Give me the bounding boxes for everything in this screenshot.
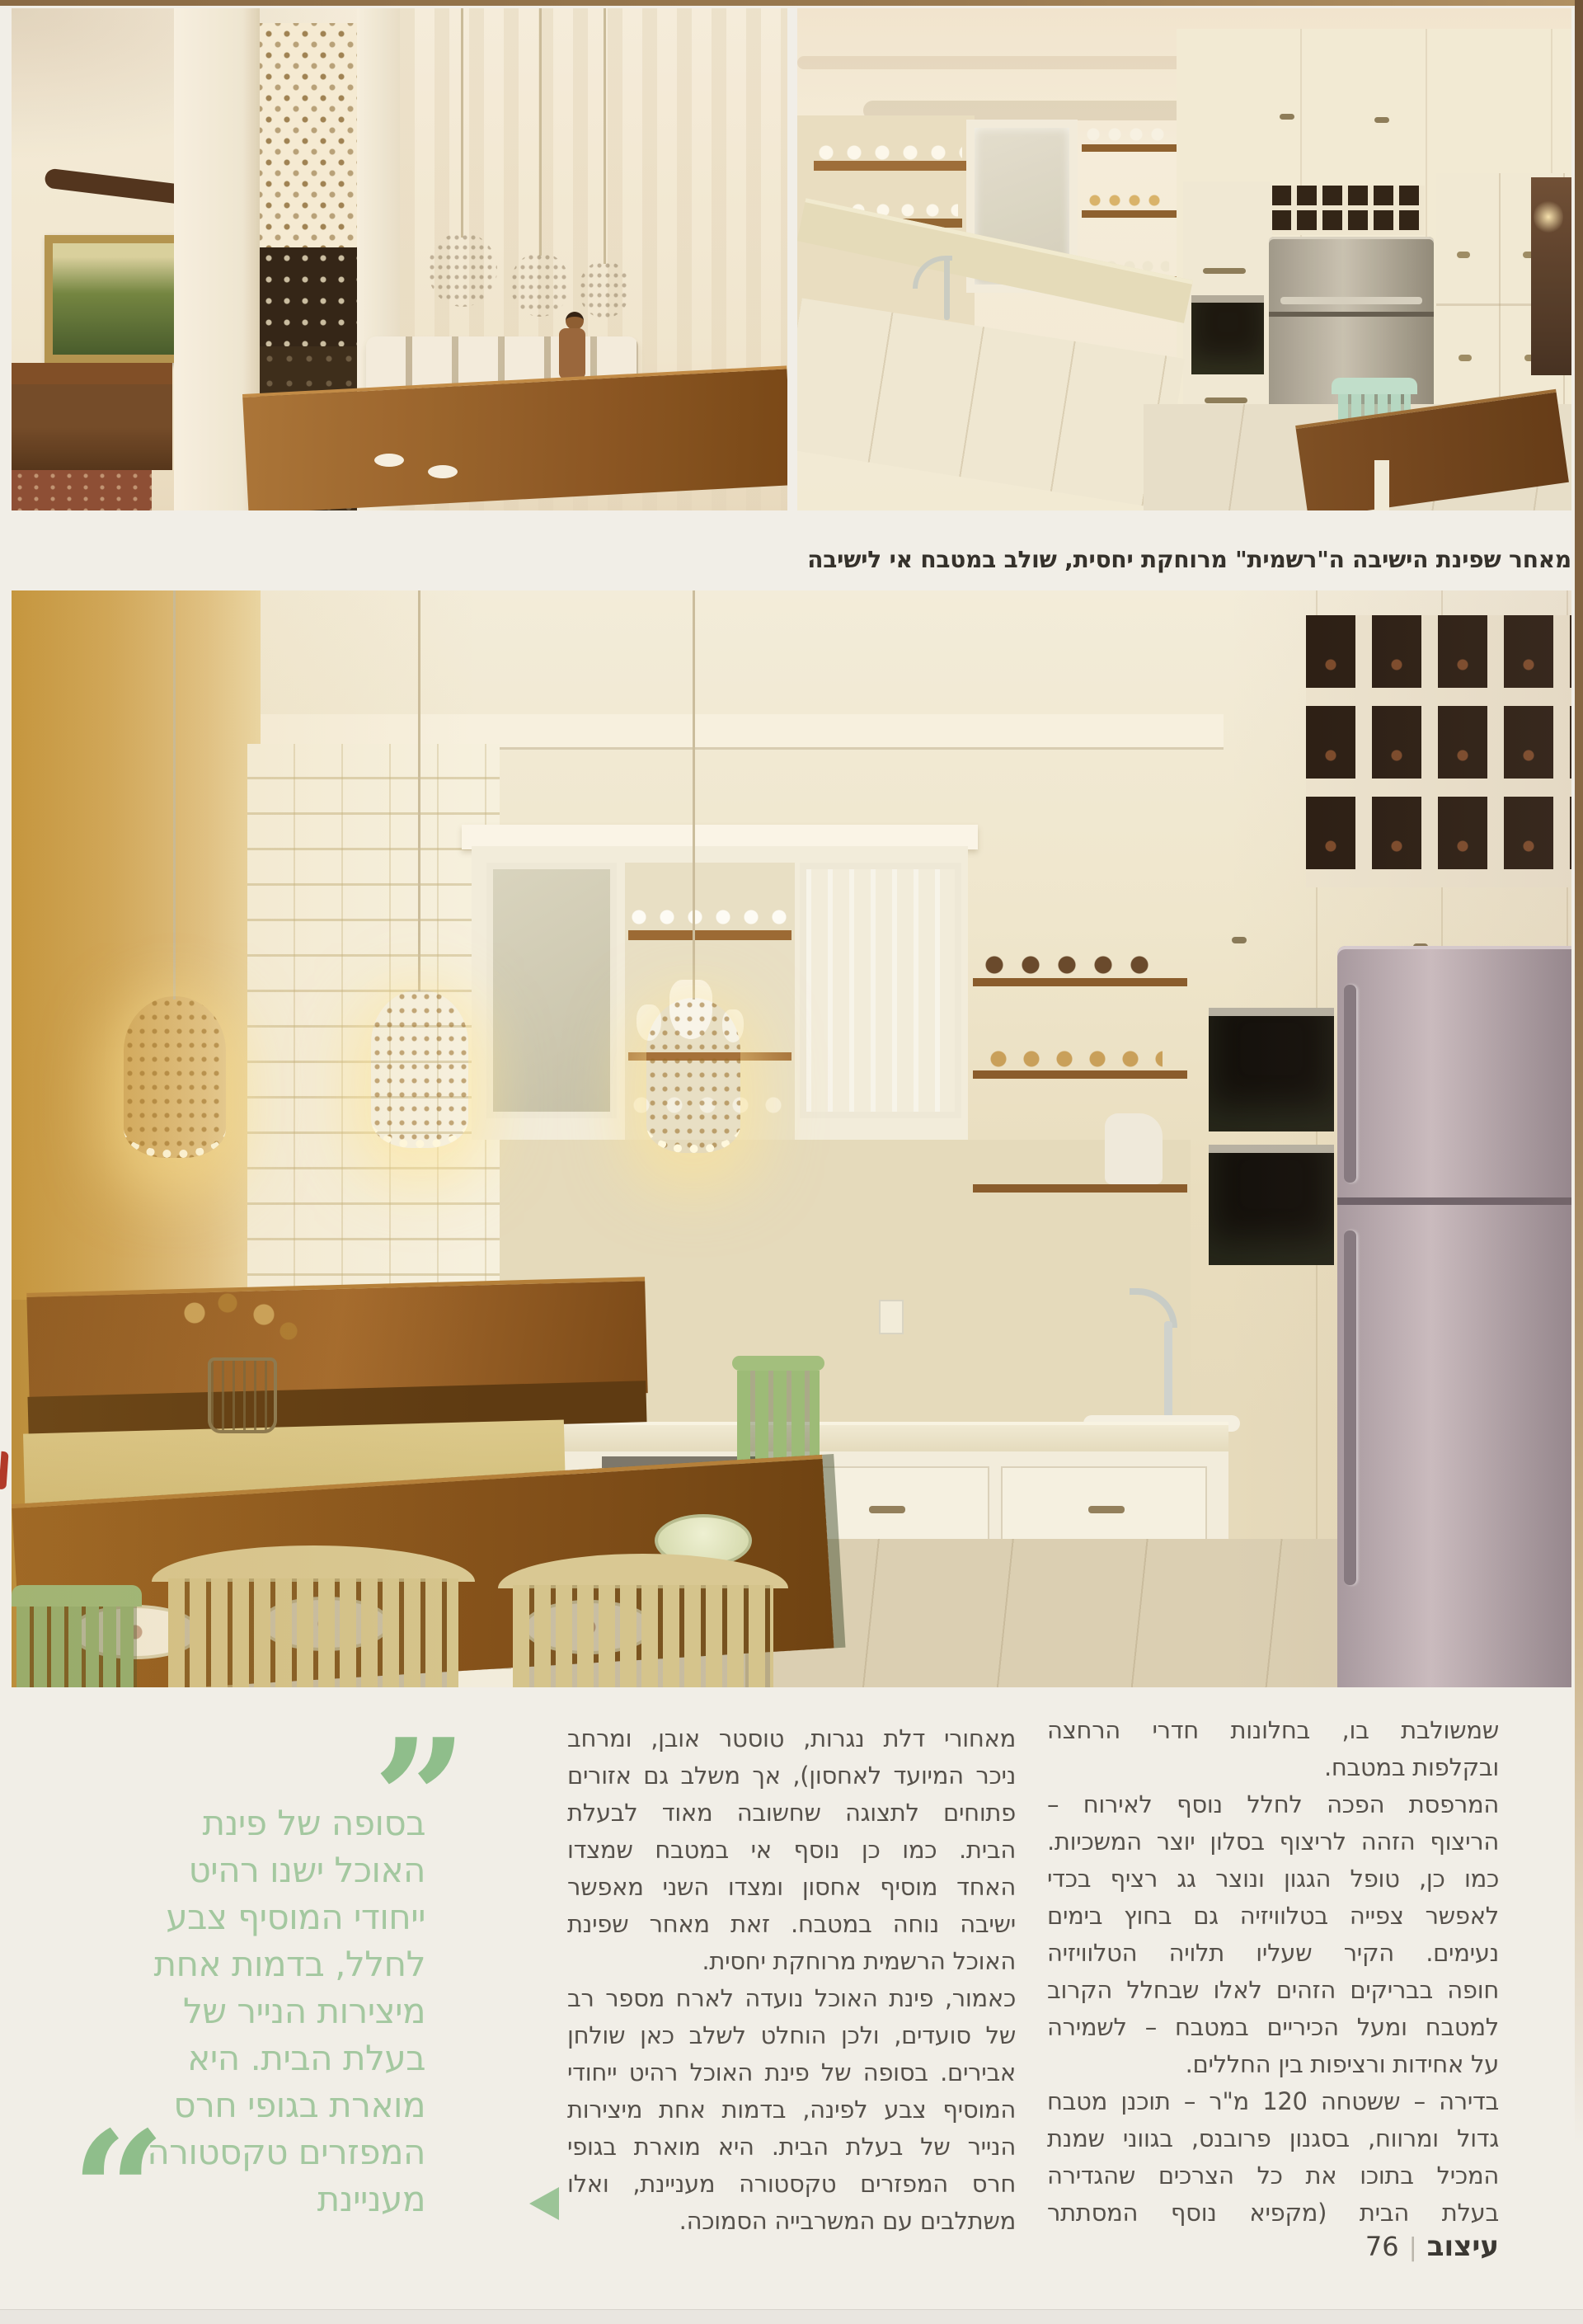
photo-warm-overlay — [12, 590, 1571, 1687]
quote-line: המפזרים טקסטורה — [147, 2132, 425, 2172]
column-line: בדירה – ששטחה 120 מ"ר – תוכנן מטבח — [1047, 2087, 1499, 2115]
quote-line: מעניינת — [317, 2179, 425, 2219]
column-line: הריצוף הזהה לריצוף בסלון יוצר המשכיות. — [1047, 1828, 1499, 1856]
article-middle-column — [567, 1720, 1016, 2240]
column-line: המרפסת הפכה לחלל נוסף לאירוח – — [1047, 1790, 1499, 1818]
column-line: פתוחים לתצוגה שחשובה מאוד לבעלת — [567, 1799, 1016, 1827]
quote-line: ייחודי המוסיף צבע — [166, 1897, 425, 1937]
quote-line: מיצירות הנייר של — [182, 1991, 425, 2031]
article-right-column — [1047, 1712, 1499, 2232]
quote-line: מוארת בגופי חרס — [173, 2085, 425, 2125]
magazine-brand: עיצוב — [1426, 2230, 1499, 2263]
quote-line: לחלל, בדמות אחת — [153, 1944, 425, 1984]
photo-kitchen-main — [12, 590, 1571, 1687]
quote-close-mark: “ — [71, 2096, 167, 2289]
column-line: הנייר של בעלת הבית. היא מוארת בגופי — [567, 2133, 1016, 2161]
page-number: 76 — [1365, 2231, 1399, 2262]
column-line: הבית. כמו כן נוסף אי במטבח שמצדו — [567, 1836, 1016, 1864]
column-line: מאחורי דלת נגרות, טוסטר אובן, ומרחב — [567, 1724, 1016, 1752]
article-end-arrow-icon — [529, 2187, 559, 2220]
column-line: למטבח ומעל הכיריים במטבח – לשמירה — [1047, 2013, 1499, 2041]
page-footer — [1365, 2230, 1499, 2263]
photo-kitchen-view — [797, 8, 1571, 510]
column-line: חרס המפזרים טקסטורה מעניינת, ואלו — [567, 2170, 1016, 2198]
quote-line: האוכל ישנו רהיט — [188, 1850, 425, 1890]
column-line: ניכר המיועד לאחסון), אך משלב גם אזורים — [567, 1762, 1016, 1790]
scan-mark-red — [0, 1451, 9, 1490]
column-line: של סועדים, ולכן הוחלט לשלב כאן שולחן — [567, 2021, 1016, 2049]
column-line: חופה בבריקים הזהים לאלו שבחלל הקרוב — [1047, 1976, 1499, 2004]
photo-warm-overlay — [12, 8, 787, 510]
column-line: ובקלפות במטבח. — [1323, 1753, 1499, 1781]
quote-line: בסופה של פינת — [202, 1803, 425, 1843]
column-line: שמשולבת בו, בחלונות חדרי הרחצה — [1047, 1716, 1499, 1744]
scan-edge-top — [0, 0, 1583, 6]
quote-line: בעלת הבית. היא — [187, 2038, 425, 2078]
photo-caption: מאחר שפינת הישיבה ה"רשמית" מרוחקת יחסית, שולב במטבח אי לישיבה — [807, 546, 1571, 573]
column-line: המכיל בתוכו את כל הצרכים שהגדירה — [1047, 2162, 1499, 2190]
column-line: לאפשר צפייה בטלוויזיה גם בחוץ בימים — [1047, 1902, 1499, 1930]
footer-separator: | — [1408, 2233, 1417, 2262]
column-line: בעלת הבית (מקפיא נוסף המסתתר — [1047, 2199, 1499, 2227]
column-line: האוכל הרשמית מרוחקת יחסית. — [702, 1947, 1016, 1975]
quote-open-mark: ” — [373, 1703, 468, 1897]
photo-warm-overlay — [797, 8, 1571, 510]
scan-edge-bottom — [0, 2309, 1583, 2324]
column-line: המוסיף צבע לפינה, בדמות אחת מיצירות — [567, 2096, 1016, 2124]
scan-edge-right — [1575, 0, 1583, 2144]
column-line: נעימים. הקיר שעליו תלויה הטלוויזיה — [1047, 1939, 1499, 1967]
column-line: משתלבים עם המשרבייה הסמוכה. — [679, 2207, 1016, 2235]
column-line: האחד מוסיף אחסון ומצדו השני מאפשר — [567, 1873, 1016, 1901]
column-line: כמו כן, טופל הגגון ונוצר גג רציף בכדי — [1047, 1865, 1499, 1893]
column-line: אבירים. בסופה של פינת האוכל רהיט ייחודי — [567, 2058, 1016, 2086]
column-line: על אחידות ורציפות בין החללים. — [1185, 2050, 1499, 2078]
column-line: כאמור, פינת האוכל נועדה לארח מספר רב — [567, 1984, 1016, 2012]
column-line: גדול ומרווח, בסגנון פרובנס, בגווני שמנת — [1047, 2124, 1499, 2152]
column-line: ישיבה נוחה במטבח. זאת מאחר שפינת — [567, 1910, 1016, 1938]
photo-living-room — [12, 8, 787, 510]
